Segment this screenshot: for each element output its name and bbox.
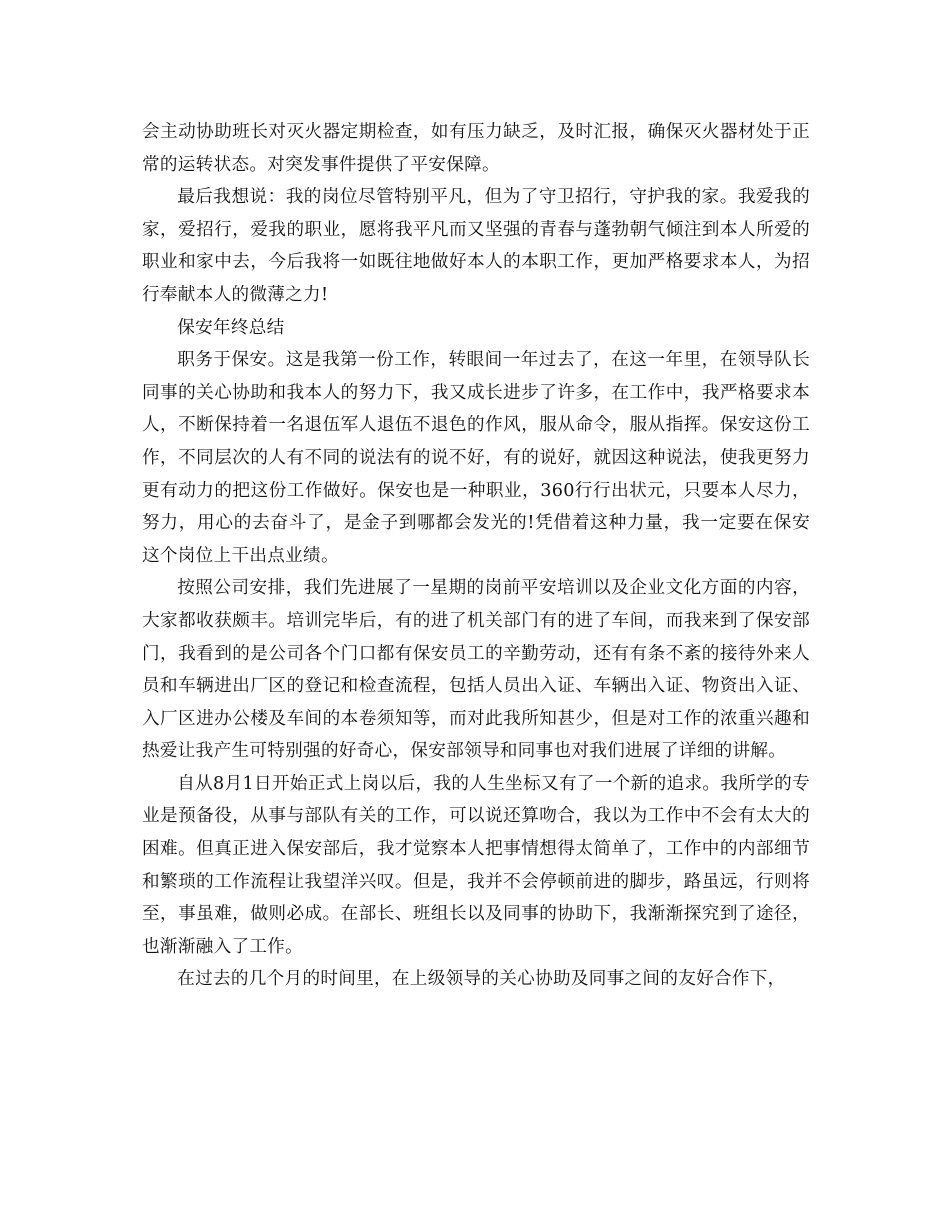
paragraph-4: 按照公司安排，我们先进展了一星期的岗前平安培训以及企业文化方面的内容，大家都收获颇丰。培训完毕后，有的进了机关部门有的进了车间，而我来到了保安部门，我看到的是公司各个门口都有保安员工的辛勤劳动，还有有条不紊的接待外来人员和车辆进出厂区的登记和检查流程，包括人员出入证、车辆出入证、物资出入证、入厂区进办公楼及车间的本卷须知等，而对此我所知甚少，但是对工作的浓重兴趣和热爱让我产生可特别强的好奇心，保安部领导和同事也对我们进展了详细的讲解。: [142, 578, 810, 762]
paragraph-2: 最后我想说：我的岗位尽管特别平凡，但为了守卫招行，守护我的家。我爱我的家，爱招行，爱我的职业，愿将我平凡而又坚强的青春与蓬勃朝气倾注到本人所爱的职业和家中去，今后我将一如既往地做好本人的本职工作，更加严格要求本人，为招行奉献本人的微薄之力!: [142, 187, 810, 305]
section-heading: 保安年终总结: [177, 317, 285, 338]
paragraph-1: 会主动协助班长对灭火器定期检查，如有压力缺乏，及时汇报，确保灭火器材处于正常的运转状态。对突发事件提供了平安保障。: [142, 122, 810, 175]
document-page: [142, 116, 810, 996]
paragraph-3: 职务于保安。这是我第一份工作，转眼间一年过去了，在这一年里，在领导队长同事的关心协助和我本人的努力下，我又成长进步了许多，在工作中，我严格要求本人，不断保持着一名退伍军人退伍不退色的作风，服从命令，服从指挥。保安这份工作，不同层次的人有不同的说法有的说不好，有的说好，就因这种说法，使我更努力更有动力的把这份工作做好。保安也是一种职业，360行行出状元，只要本人尽力，努力，用心的去奋斗了，是金子到哪都会发光的!凭借着这种力量，我一定要在保安这个岗位上干出点业绩。: [142, 350, 810, 566]
paragraph-6: 在过去的几个月的时间里，在上级领导的关心协助及同事之间的友好合作下，: [177, 969, 786, 990]
paragraph-5: 自从8月1日开始正式上岗以后，我的人生坐标又有了一个新的追求。我所学的专业是预备役，从事与部队有关的工作，可以说还算吻合，我以为工作中不会有太大的困难。但真正进入保安部后，我才觉察本人把事情想得太简单了，工作中的内部细节和繁琐的工作流程让我望洋兴叹。但是，我并不会停顿前进的脚步，路虽远，行则将至，事虽难，做则必成。在部长、班组长以及同事的协助下，我渐渐探究到了途径，也渐渐融入了工作。: [142, 773, 810, 957]
